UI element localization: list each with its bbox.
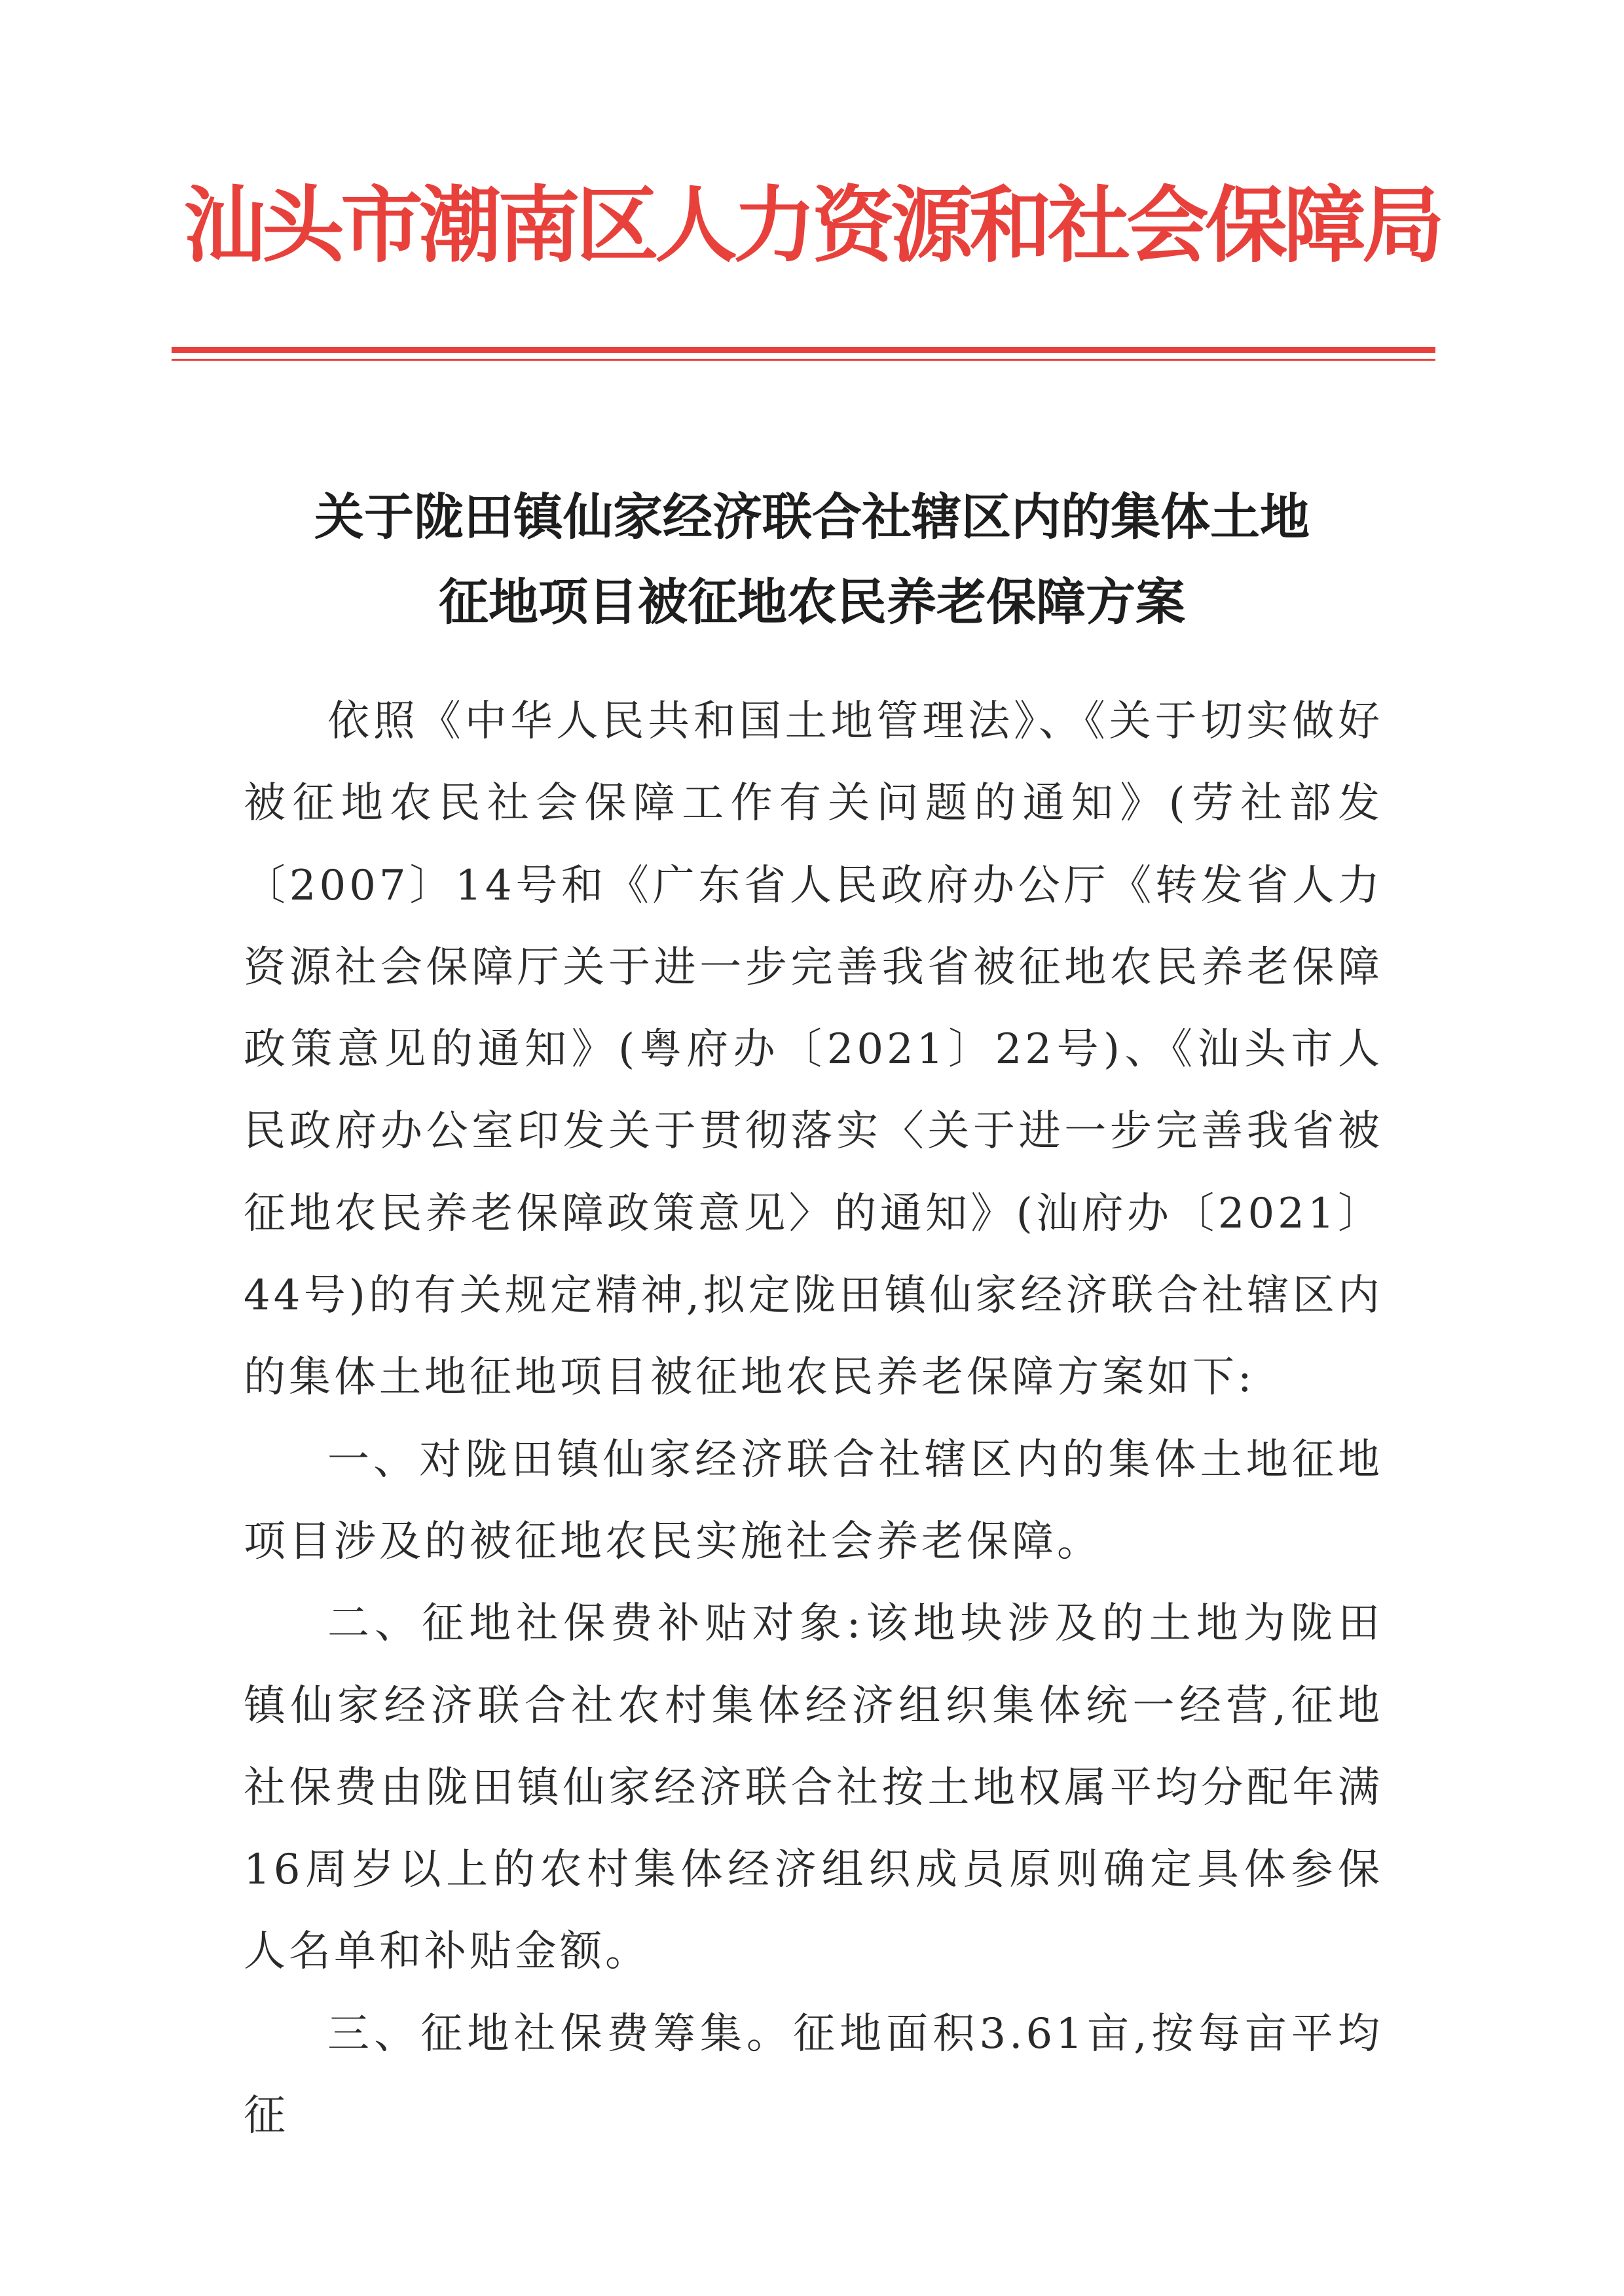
letterhead-red-rule-thick: [172, 347, 1435, 353]
paragraph-item-2: 二、征地社保费补贴对象:该地块涉及的土地为陇田镇仙家经济联合社农村集体经济组织集体统一经营,征地社保费由陇田镇仙家经济联合社按土地权属平均分配年满16周岁以上的农村集体经济组织成员原则确定具体参保人名单和补贴金额。: [244, 1599, 1383, 1977]
paragraph-legal-basis: 依照《中华人民共和国土地管理法》、《关于切实做好被征地农民社会保障工作有关问题的通知》(劳社部发〔2007〕14号和《广东省人民政府办公厅《转发省人力资源社会保障厅关于进一步完善我省被征地农民养老保障政策意见的通知》(粤府办〔2021〕22号)、《汕头市人民政府办公室印发关于贯彻落实〈关于进一步完善我省被征地农民养老保障政策意见〉的通知》(汕府办〔2021〕44号)的有关规定精神,拟定陇田镇仙家经济联合社辖区内的集体土地征地项目被征地农民养老保障方案如下:: [244, 697, 1383, 1402]
letterhead-red-rule-thin: [172, 359, 1435, 361]
document-title: [196, 475, 1428, 645]
letterhead-org-name: 汕头市潮南区人力资源和社会保障局: [183, 177, 1441, 274]
paragraph-item-3: 三、征地社保费筹集。征地面积3.61亩,按每亩平均征: [244, 2009, 1383, 2141]
document-title-line-2: 征地项目被征地农民养老保障方案: [439, 573, 1185, 631]
document-title-line-1: 关于陇田镇仙家经济联合社辖区内的集体土地: [314, 488, 1310, 546]
document-body: [244, 681, 1383, 2157]
paragraph-item-1: 一、对陇田镇仙家经济联合社辖区内的集体土地征地项目涉及的被征地农民实施社会养老保障。: [244, 1435, 1383, 1566]
